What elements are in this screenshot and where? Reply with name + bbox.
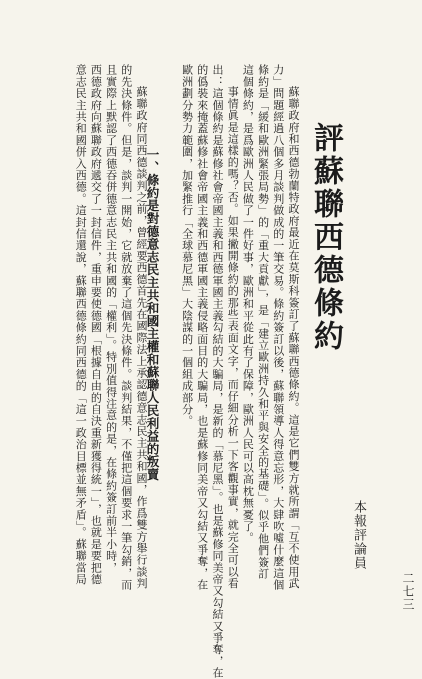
body-line: 出：這個條約是蘇修社會帝國主義和西德軍國主義勾結的大騙局，是新的「慕尼黑」。也是蘇修同美帝又勾結又爭奪，在 [211,64,224,679]
body-line: 歐洲劃分勢力範圍，加緊推行「全球慕尼黑」大陰謀的一個組成部分。 [180,64,194,427]
body-line: 意志民主共和國併入西德。這封信還說，蘇聯西德條約同西德的「這一政治目標並無矛盾」。蘇聯當局 [74,64,88,585]
body-line: 力」問題經過八個多月談判做成的一筆交易。條約簽訂以後，蘇聯領導人得意忘形，大肆吹噓什麼這個 [271,64,285,591]
body-line: 這個條約，是爲歐洲人民做了一件好事，歐洲和平從此有了保障，歐洲人民可以高枕無憂了。 [241,64,255,544]
body-line: 的先決條件。但是，談判一開始，它就放棄了這個先決條件。談判結果，不僅把這個要求一筆勾銷，而 [119,64,133,591]
body-line: 且實際上默認了西德吞併德意志民主共和國的「權利」。特別值得注意的是，在條約簽訂前半小時， [104,64,118,574]
byline: 本報評論員 [351,500,366,570]
body-line: 蘇聯政府和西德勃蘭特政府最近在莫斯科簽訂了蘇聯西德條約。這是它們雙方就所謂「互不使用武 [287,86,300,590]
article-title: 評蘇聯西德條約 [308,122,343,353]
body-line: 條約是「緩和歐洲緊張局勢」的「重大貢獻」，是「建立歐洲持久和平與安全的基礎」。似乎他們簽訂 [256,64,270,580]
page-number: 二七三 [401,572,415,611]
body-line: 事情眞是這樣的嗎？否。如果撇開條約的那些表面文字，而仔細分析一下客觀事實，就完全可以看 [226,86,240,590]
section-heading: 一、條約是對德意志民主共和國主權和蘇聯人民利益的叛賣 [145,148,160,481]
body-line: 的僞裝來掩蓋蘇修社會帝國主義和西德軍國主義侵略面目的大騙局，也是蘇修同美帝又勾結又爭奪，在 [195,64,209,591]
body-line: 西德政府向蘇聯政府遞交了一封信件，重申要使德國「根據自由的自決重新獲得統一」，也就是要把德 [89,64,103,585]
body-line: 蘇聯政府同西德談判之前，曾經要西德首先在國際法上承認德意志民主共和國，作爲雙方舉行談判 [135,86,148,590]
